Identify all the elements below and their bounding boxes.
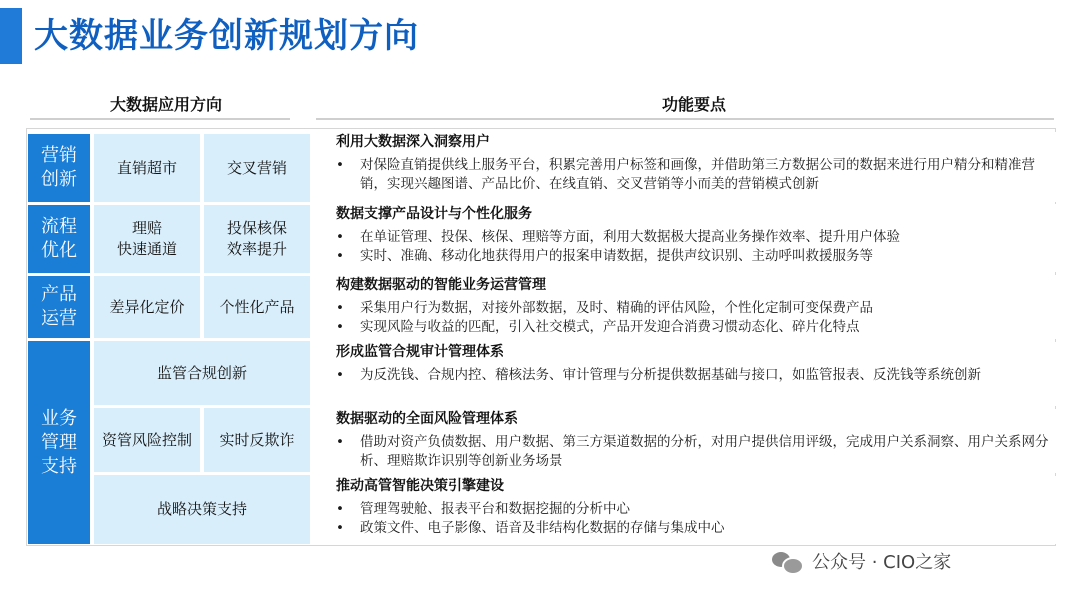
bullet-item: • 采集用户行为数据，对接外部数据，及时、精确的评估风险，个性化定制可变保费产品: [334, 299, 1052, 318]
section-title: 形成监管合规审计管理体系: [336, 344, 504, 360]
watermark-text: 公众号 · CIO之家: [812, 552, 952, 573]
bullet-item: • 借助对资产负债数据、用户数据、第三方渠道数据的分析，对用户提供信用评级，完成用户关系洞察、用户关系网分析、理赔欺诈识别等创新业务场景: [334, 433, 1052, 471]
section-intelligent-operation: [316, 275, 1056, 339]
category-marketing-innovation: [28, 134, 90, 202]
title-accent-bar: [0, 8, 22, 64]
cell-cross-marketing: 交叉营销: [204, 134, 310, 202]
category-label: 业务 管理 支持: [41, 407, 77, 477]
section-risk-management: [316, 409, 1056, 473]
section-decision-engine: [316, 476, 1056, 544]
category-label: 流程 优化: [41, 216, 77, 261]
wechat-icon: [772, 550, 802, 572]
category-label: 产品 运营: [41, 284, 77, 329]
section-title: 推动高管智能决策引擎建设: [336, 478, 504, 494]
bullet-item: • 实现风险与收益的匹配，引入社交模式，产品开发迎合消费习惯动态化、碎片化特点: [334, 318, 1052, 337]
bullet-item: • 对保险直销提供线上服务平台，积累完善用户标签和画像，并借助第三方数据公司的数据来进行用户精分和精准营销，实现兴趣图谱、产品比价、在线直销、交叉营销等小而美的营销模式创新: [334, 156, 1052, 194]
section-title: 构建数据驱动的智能业务运营管理: [336, 277, 546, 293]
cell-underwriting-efficiency: [204, 205, 310, 273]
cell-strategy-decision-support: 战略决策支持: [94, 475, 310, 544]
header-divider-right: [316, 118, 1054, 120]
bullet-item: • 实时、准确、移动化地获得用户的报案申请数据，提供声纹识别、主动呼叫救援服务等: [334, 247, 1052, 266]
bullet-item: • 在单证管理、投保、核保、理赔等方面，利用大数据极大提高业务操作效率、提升用户体验: [334, 228, 1052, 247]
page-title: 大数据业务创新规划方向: [34, 16, 419, 56]
bullet-item: • 管理驾驶舱、报表平台和数据挖掘的分析中心: [334, 500, 1052, 519]
cell-asset-risk-control: 资管风险控制: [94, 408, 200, 472]
section-title: 数据支撑产品设计与个性化服务: [336, 206, 532, 222]
section-product-design-service: [316, 204, 1056, 272]
header-application-direction: 大数据应用方向: [110, 95, 223, 114]
cell-fast-claims: [94, 205, 200, 273]
cell-realtime-anti-fraud: 实时反欺诈: [204, 408, 310, 472]
section-title: 利用大数据深入洞察用户: [336, 134, 490, 150]
bullet-item: • 为反洗钱、合规内控、稽核法务、审计管理与分析提供数据基础与接口，如监管报表、反洗钱等系统创新: [334, 366, 1052, 385]
cell-direct-supermarket: 直销超市: [94, 134, 200, 202]
cell-label: 投保核保 效率提升: [226, 219, 287, 258]
section-user-insight: [316, 132, 1056, 202]
category-product-operation: [28, 276, 90, 338]
category-business-management-support: [28, 341, 90, 544]
section-compliance-audit: [316, 342, 1056, 406]
header-function-points: 功能要点: [662, 95, 727, 114]
watermark: [772, 548, 951, 574]
category-label: 营销 创新: [41, 145, 77, 190]
header-divider-left: [30, 118, 290, 120]
category-process-optimization: [28, 205, 90, 273]
cell-compliance-innovation: 监管合规创新: [94, 341, 310, 405]
cell-differentiated-pricing: 差异化定价: [94, 276, 200, 338]
cell-personalized-product: 个性化产品: [204, 276, 310, 338]
bullet-item: • 政策文件、电子影像、语音及非结构化数据的存储与集成中心: [334, 519, 1052, 538]
cell-label: 理赔 快速通道: [116, 219, 177, 258]
section-title: 数据驱动的全面风险管理体系: [336, 411, 518, 427]
